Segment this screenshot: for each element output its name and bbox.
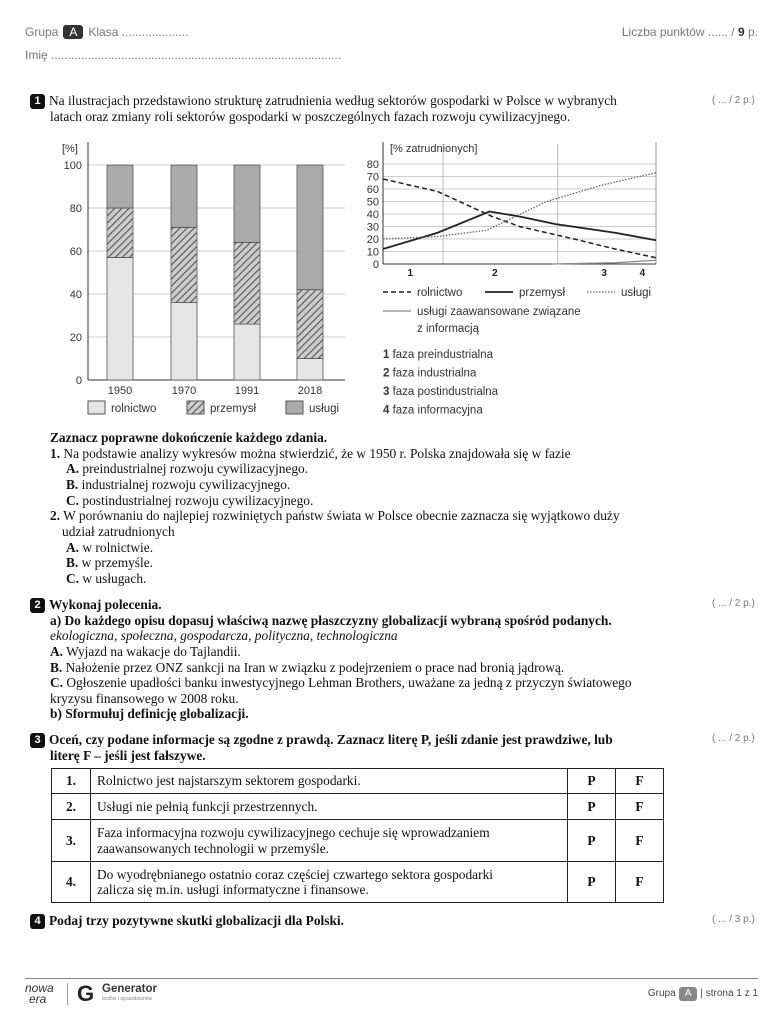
true-false-table xyxy=(51,768,664,903)
q1-item-1: 1. Na podstawie analizy wykresów można stwierdzić, że w 1950 r. Polska znajdowała się w fazie xyxy=(50,446,571,461)
name-field[interactable]: Imię ....................................................................................... xyxy=(25,48,342,62)
y-tick-label: 0 xyxy=(372,259,379,271)
legend-label: usługi zaawansowane związane xyxy=(417,306,581,318)
legend-swatch-rolnictwo xyxy=(88,401,105,414)
x-tick-label: 2 xyxy=(492,268,498,279)
table-row: 3. Faza informacyjna rozwoju cywilizacyjnego cechuje się wprowadzaniem zaawansowanych technologii w przemyśle. P F xyxy=(52,820,664,862)
false-option[interactable]: F xyxy=(616,820,664,862)
footer-page-info: Grupa A | strona 1 z 1 xyxy=(647,988,758,999)
legend-swatch-przemysł xyxy=(187,401,204,414)
y-tick-label: 20 xyxy=(69,332,82,344)
bar-przemysł-2018 xyxy=(297,290,323,359)
true-option[interactable]: P xyxy=(568,794,616,820)
q1-intro xyxy=(30,93,617,109)
q3-title-2: literę F – jeśli jest fałszywe. xyxy=(50,748,206,763)
phase-number: 3 xyxy=(383,386,393,398)
nowa-era-logo: nowa era xyxy=(25,981,54,1006)
y-axis-label: [% zatrudnionych] xyxy=(390,143,478,155)
line-usługi-thin xyxy=(552,260,656,264)
q4-number-badge: 4 xyxy=(30,914,45,929)
q1-1-option-a[interactable]: A. preindustrialnej rozwoju cywilizacyjnego. xyxy=(66,461,309,476)
legend-label: przemysł xyxy=(210,403,257,415)
table-row: 2. Usługi nie pełnią funkcji przestrzennych. P F xyxy=(52,794,664,820)
q1-points: ( ... / 2 p.) xyxy=(712,95,755,106)
points-summary xyxy=(622,25,758,39)
q1-intro-line2: latach oraz zmiany roli sektorów gospodarki w poszczególnych fazach rozwoju cywilizacyjnego. xyxy=(50,109,571,124)
q2-number-badge: 2 xyxy=(30,598,45,613)
q2-item-c-cont: kryzysu finansowego w 2008 roku. xyxy=(50,691,239,706)
logo-divider xyxy=(67,983,68,1005)
q1-2-option-c[interactable]: C. w usługach. xyxy=(66,571,147,586)
phase-number: 1 xyxy=(383,349,393,361)
x-tick-label: 1970 xyxy=(171,385,197,397)
q1-intro-line1: Na ilustracjach przedstawiono strukturę zatrudnienia według sektorów gospodarki w Polsce w wybranych xyxy=(49,93,617,108)
legend-label-cont: z informacją xyxy=(417,323,479,335)
false-option[interactable]: F xyxy=(616,794,664,820)
phase-label xyxy=(383,386,499,398)
bar-przemysł-1950 xyxy=(107,208,133,257)
generator-logo-icon: G xyxy=(77,981,95,1006)
q2-item-c: C. Ogłoszenie upadłości banku inwestycyjnego Lehman Brothers, uważane za jedną z przyczyn światowego xyxy=(50,675,632,690)
y-tick-label: 80 xyxy=(69,203,82,215)
bar-rolnictwo-2018 xyxy=(297,359,323,381)
true-option[interactable]: P xyxy=(568,769,616,794)
footer-group-badge: A xyxy=(679,987,698,1001)
bar-usługi-1970 xyxy=(171,165,197,227)
y-axis-label: [%] xyxy=(62,143,78,155)
y-tick-label: 10 xyxy=(366,246,379,259)
table-row: 1. Rolnictwo jest najstarszym sektorem gospodarki. P F xyxy=(52,769,664,794)
x-tick-label: 2018 xyxy=(297,385,323,397)
generator-logo: Generator xyxy=(102,983,157,995)
line-chart xyxy=(367,142,656,417)
bar-rolnictwo-1991 xyxy=(234,324,260,380)
generator-logo-subtitle: testów i sprawdzianów xyxy=(102,996,153,1002)
phase-number: 4 xyxy=(383,404,393,417)
q3-points: ( ... / 2 p.) xyxy=(712,733,755,744)
q2-item-b: B. Nałożenie przez ONZ sankcji na Iran w związku z podejrzeniem o prace nad bronią jądrową. xyxy=(50,660,565,675)
y-tick-label: 20 xyxy=(366,234,379,246)
phase-number: 2 xyxy=(383,367,393,380)
legend-label: przemysł xyxy=(519,287,566,299)
q2-points: ( ... / 2 p.) xyxy=(712,598,755,609)
y-tick-label: 30 xyxy=(366,221,379,234)
bar-rolnictwo-1950 xyxy=(107,257,133,380)
bar-chart xyxy=(62,142,345,415)
q2-options: ekologiczna, społeczna, gospodarcza, polityczna, technologiczna xyxy=(50,628,398,643)
y-tick-label: 80 xyxy=(366,159,379,171)
q1-item-2-cont: udział zatrudnionych xyxy=(62,524,175,539)
q1-item-2: 2. W porównaniu do najlepiej rozwiniętych państw świata w Polsce obecnie zaznacza się wyjątkowo duży xyxy=(50,508,620,523)
bar-przemysł-1991 xyxy=(234,242,260,324)
bar-przemysł-1970 xyxy=(171,227,197,302)
q3-title: 3 Oceń, czy podane informacje są zgodne z prawdą. Zaznacz literę P, jeśli zdanie jest prawdziwe, lub xyxy=(30,732,613,748)
line-usługi-dotted xyxy=(383,173,656,239)
q2-part-a: a) Do każdego opisu dopasuj właściwą nazwę płaszczyzny globalizacji wybraną spośród podanych. xyxy=(50,613,612,628)
x-tick-label: 1 xyxy=(407,268,414,279)
phase-name: faza industrialna xyxy=(392,367,477,380)
q4-title: 4 Podaj trzy pozytywne skutki globalizacji dla Polski. xyxy=(30,913,344,929)
points-label: Liczba punktów ...... / xyxy=(621,25,735,39)
phase-name: faza preindustrialna xyxy=(392,349,493,361)
x-tick-label: 1991 xyxy=(234,385,260,397)
bar-usługi-1991 xyxy=(234,165,260,242)
class-field[interactable]: Klasa .................... xyxy=(88,25,189,39)
legend-label: rolnictwo xyxy=(111,403,157,415)
header-group-row xyxy=(25,25,188,39)
points-unit: p. xyxy=(747,25,758,39)
y-tick-label: 0 xyxy=(75,375,82,387)
line-przemysł-solid xyxy=(383,212,656,250)
group-badge: A xyxy=(63,25,83,39)
true-option[interactable]: P xyxy=(568,862,616,903)
phase-name: faza postindustrialna xyxy=(392,386,499,398)
legend-swatch-usługi xyxy=(286,401,303,414)
bar-rolnictwo-1970 xyxy=(171,303,197,380)
q4-points: ( ... / 3 p.) xyxy=(712,914,755,925)
legend-label: rolnictwo xyxy=(417,287,463,299)
y-tick-label: 50 xyxy=(366,196,379,209)
y-tick-label: 60 xyxy=(69,246,82,258)
q2-item-a: A. Wyjazd na wakacje do Tajlandii. xyxy=(50,644,241,659)
y-tick-label: 40 xyxy=(366,209,379,221)
group-label: Grupa xyxy=(25,25,59,39)
legend-label: usługi xyxy=(309,403,340,415)
y-tick-label: 60 xyxy=(366,184,379,196)
y-tick-label: 100 xyxy=(63,160,82,172)
line-rolnictwo-dashed xyxy=(383,179,656,258)
x-tick-label: 1950 xyxy=(107,385,133,397)
phase-label xyxy=(383,405,483,417)
table-row: 4. Do wyodrębnianego ostatnio coraz częściej czwartego sektora gospodarki zalicza się m.in. usługi informatyczne i finansowe. P F xyxy=(52,862,664,903)
footer-divider xyxy=(25,978,758,979)
q2-title: 2 Wykonaj polecenia. xyxy=(30,597,162,613)
legend-label: usługi xyxy=(621,287,652,299)
points-total: 9 xyxy=(737,25,745,39)
q1-instruction: Zaznacz poprawne dokończenie każdego zdania. xyxy=(50,430,328,445)
true-option[interactable]: P xyxy=(568,820,616,862)
q2-part-b: b) Sformułuj definicję globalizacji. xyxy=(50,706,249,721)
x-tick-label: 3 xyxy=(601,268,607,279)
phase-name: faza informacyjna xyxy=(392,404,483,417)
false-option[interactable]: F xyxy=(616,862,664,903)
false-option[interactable]: F xyxy=(616,769,664,794)
q3-number-badge: 3 xyxy=(30,733,45,748)
bar-usługi-1950 xyxy=(107,165,133,208)
phase-label xyxy=(383,368,477,380)
y-tick-label: 70 xyxy=(366,171,379,184)
y-tick-label: 40 xyxy=(69,289,82,301)
q1-2-option-a[interactable]: A. w rolnictwie. xyxy=(66,540,154,555)
q1-2-option-b[interactable]: B. w przemyśle. xyxy=(66,555,154,570)
phase-label xyxy=(383,349,494,361)
x-tick-label: 4 xyxy=(639,268,646,279)
q1-number-badge: 1 xyxy=(30,94,45,109)
bar-usługi-2018 xyxy=(297,165,323,290)
q1-1-option-b[interactable]: B. industrialnej rozwoju cywilizacyjnego. xyxy=(66,477,291,492)
q1-1-option-c[interactable]: C. postindustrialnej rozwoju cywilizacyjnego. xyxy=(66,493,314,508)
charts-area xyxy=(50,138,670,423)
